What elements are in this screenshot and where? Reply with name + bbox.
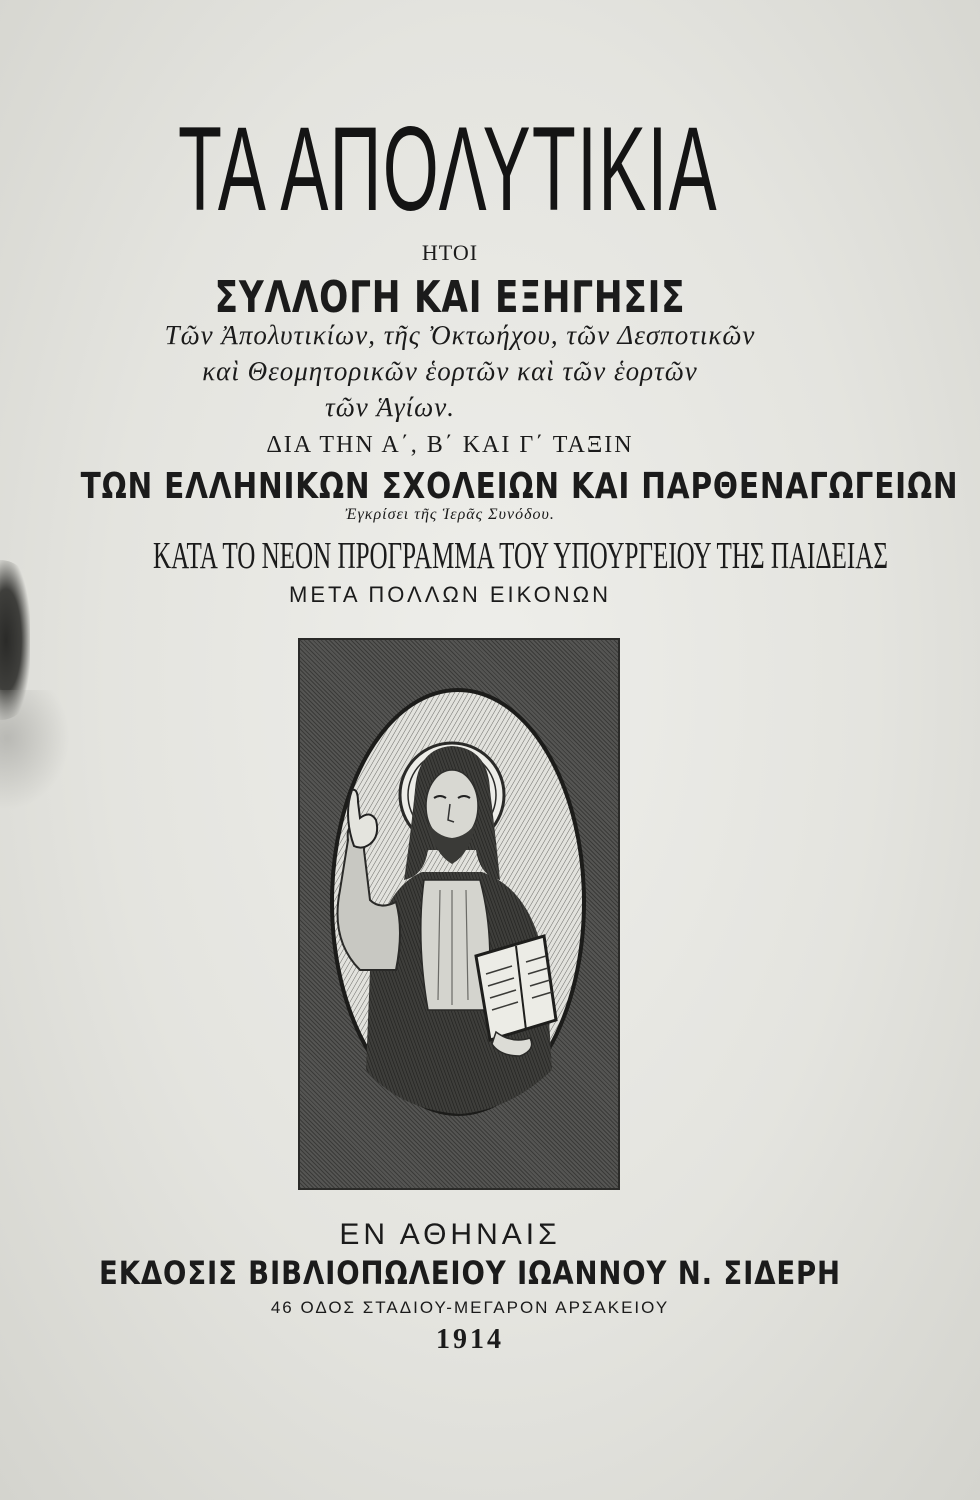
frontispiece-plate [298, 638, 620, 1190]
illustrations-line: ΜΕΤΑ ΠΟΛΛΩΝ ΕΙΚΟΝΩΝ [289, 582, 611, 607]
conjunction-text: ΗΤΟΙ [421, 240, 479, 265]
christ-pantocrator-engraving-icon [300, 640, 618, 1188]
publication-year: 1914 [436, 1324, 504, 1355]
schools-line: ΤΩΝ ΕΛΛΗΝΙΚΩΝ ΣΧΟΛΕΙΩΝ ΚΑΙ ΠΑΡΘΕΝΑΓΩΓΕΙΩΝ [80, 466, 959, 507]
publisher-line: ΕΚΔΟΣΙΣ ΒΙΒΛΙΟΠΩΛΕΙΟΥ ΙΩΑΝΝΟΥ Ν. ΣΙΔΕΡΗ [99, 1254, 841, 1292]
program-line: ΚΑΤΑ ΤΟ ΝΕΟΝ ΠΡΟΓΡΑΜΜΑ ΤΟΥ ΥΠΟΥΡΓΕΙΟΥ ΤΗΣ ΠΑΙΔΕΙΑΣ [153, 535, 888, 577]
subtitle-line-3: τῶν Ἁγίων. [325, 392, 455, 422]
paper-wear [0, 690, 70, 810]
subtitle-line-1: Τῶν Ἀπολυτικίων, τῆς Ὀκτωήχου, τῶν Δεσποτικῶν [164, 320, 756, 350]
book-title: ΤΑ ΑΠΟΛΥΤΙΚΙΑ [178, 102, 718, 236]
place-of-publication: ΕΝ ΑΘΗΝΑΙΣ [339, 1218, 561, 1251]
publisher-address: 46 ΟΔΟΣ ΣΤΑΔΙΟΥ-ΜΕΓΑΡΟΝ ΑΡΣΑΚΕΙΟΥ [270, 1298, 670, 1317]
approval-line: Ἐγκρίσει τῆς Ἱερᾶς Συνόδου. [345, 506, 555, 523]
subtitle-line-2: καὶ Θεομητορικῶν ἑορτῶν καὶ τῶν ἑορτῶν [202, 356, 698, 386]
main-heading: ΣΥΛΛΟΓΗ ΚΑΙ ΕΞΗΓΗΣΙΣ [214, 272, 686, 323]
classes-line: ΔΙΑ ΤΗΝ Α΄, Β΄ ΚΑΙ Γ΄ ΤΑΞΙΝ [266, 432, 634, 458]
